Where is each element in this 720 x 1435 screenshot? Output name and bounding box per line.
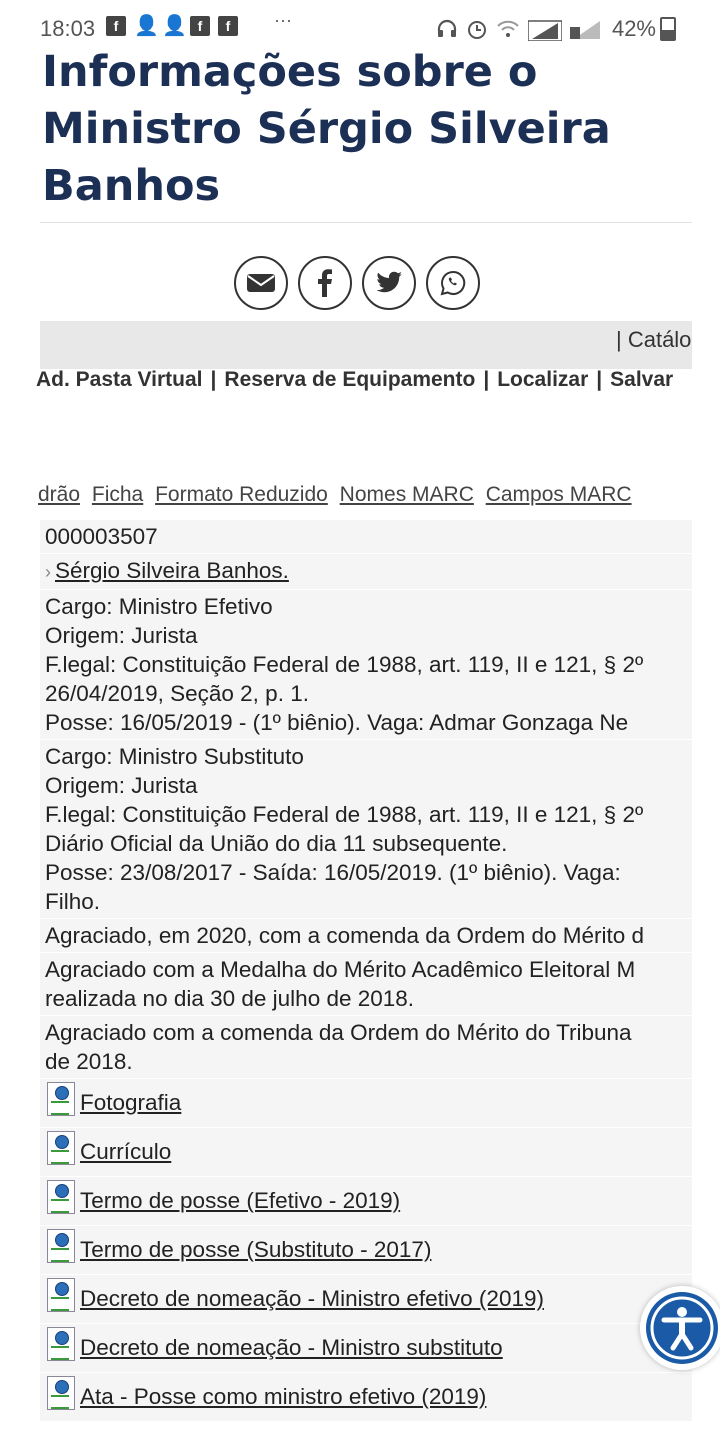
facebook-icon: f <box>106 16 126 36</box>
origem-text: Origem: Jurista <box>45 773 198 798</box>
record-name-row <box>40 554 692 590</box>
document-icon <box>47 1180 75 1214</box>
attachment-row <box>40 1324 692 1373</box>
accessibility-icon <box>646 1292 718 1364</box>
note-text: de 2018. <box>45 1049 133 1074</box>
note-row <box>40 919 692 953</box>
attachment-link-decreto-substituto[interactable]: Decreto de nomeação - Ministro substituto <box>80 1335 503 1360</box>
wifi-icon <box>496 18 520 40</box>
attachment-row <box>40 1079 692 1128</box>
cargo-text: Cargo: Ministro Substituto <box>45 744 304 769</box>
chevron-right-icon: › <box>45 562 51 582</box>
note-text: realizada no dia 30 de julho de 2018. <box>45 986 415 1011</box>
email-icon <box>247 272 275 294</box>
record-table <box>40 520 692 1422</box>
record-id: 000003507 <box>45 524 158 549</box>
attachment-row <box>40 1373 692 1422</box>
headset-icon <box>436 18 458 40</box>
name-link[interactable]: Sérgio Silveira Banhos. <box>55 558 289 583</box>
attachment-link-decreto-efetivo[interactable]: Decreto de nomeação - Ministro efetivo (2019) <box>80 1286 544 1311</box>
menu-separator: | <box>483 368 490 391</box>
person-add-icon: 👤 <box>134 15 159 37</box>
status-right-icons <box>436 16 656 42</box>
twitter-share-button[interactable] <box>362 256 416 310</box>
document-icon <box>47 1278 75 1312</box>
menu-item-pasta-virtual[interactable]: Ad. Pasta Virtual <box>36 368 203 391</box>
menu-separator: | <box>210 368 217 391</box>
alarm-icon <box>466 18 488 40</box>
tab-nomes-marc[interactable]: Nomes MARC <box>339 483 474 506</box>
dou-text: 26/04/2019, Seção 2, p. 1. <box>45 681 309 706</box>
flegal-text: F.legal: Constituição Federal de 1988, art. 119, II e 121, § 2º <box>45 802 644 827</box>
whatsapp-share-button[interactable] <box>426 256 480 310</box>
battery-percent: 42% <box>611 16 656 41</box>
menu-item-reserva-equipamento[interactable]: Reserva de Equipamento <box>224 368 476 391</box>
attachment-row <box>40 1275 692 1324</box>
tab-ficha[interactable]: Ficha <box>91 483 144 506</box>
document-icon <box>47 1082 75 1116</box>
attachment-link-fotografia[interactable]: Fotografia <box>80 1090 182 1115</box>
document-icon <box>47 1327 75 1361</box>
status-time: 18:03 <box>40 16 96 41</box>
format-tabs <box>38 483 692 507</box>
attachment-link-ata-posse[interactable]: Ata - Posse como ministro efetivo (2019) <box>80 1384 487 1409</box>
attachment-row <box>40 1177 692 1226</box>
catalog-bar <box>40 321 692 369</box>
attachment-link-termo-substituto[interactable]: Termo de posse (Substituto - 2017) <box>80 1237 432 1262</box>
signal-icon <box>570 17 604 41</box>
note-row <box>40 1016 692 1079</box>
posse-text: Posse: 16/05/2019 - (1º biênio). Vaga: Admar Gonzaga Ne <box>45 710 629 735</box>
posse-text: Posse: 23/08/2017 - Saída: 16/05/2019. (1º biênio). Vaga: <box>45 860 621 885</box>
facebook-icon <box>317 269 333 297</box>
document-icon <box>47 1229 75 1263</box>
title-divider <box>40 222 692 223</box>
tab-campos-marc[interactable]: Campos MARC <box>485 483 632 506</box>
accessibility-button[interactable] <box>640 1286 720 1370</box>
origem-text: Origem: Jurista <box>45 623 198 648</box>
dou-text: Diário Oficial da União do dia 11 subsequente. <box>45 831 508 856</box>
posse-text-continued: Filho. <box>45 889 101 914</box>
attachment-row <box>40 1128 692 1177</box>
twitter-icon <box>375 271 403 295</box>
facebook-icon: f <box>218 16 238 36</box>
facebook-share-button[interactable] <box>298 256 352 310</box>
menu-item-salvar[interactable]: Salvar <box>610 368 674 391</box>
tab-padrao[interactable]: drão <box>38 483 81 506</box>
document-icon <box>47 1131 75 1165</box>
menu-separator: | <box>596 368 603 391</box>
share-buttons <box>234 256 480 310</box>
note-text: Agraciado com a comenda da Ordem do Mérito do Tribuna <box>45 1020 632 1045</box>
person-add-icon: 👤 <box>162 15 187 37</box>
flegal-text: F.legal: Constituição Federal de 1988, art. 119, II e 121, § 2º <box>45 652 644 677</box>
top-menu <box>36 368 692 398</box>
substituto-row <box>40 740 692 919</box>
note-row <box>40 953 692 1016</box>
menu-item-localizar[interactable]: Localizar <box>497 368 589 391</box>
whatsapp-icon <box>440 270 466 296</box>
attachment-link-curriculo[interactable]: Currículo <box>80 1139 172 1164</box>
more-notifications-icon: ··· <box>274 10 292 30</box>
tab-formato-reduzido[interactable]: Formato Reduzido <box>155 483 328 506</box>
record-id-row <box>40 520 692 554</box>
catalog-link[interactable]: | Catálo <box>616 327 692 352</box>
signal-icon <box>528 17 562 41</box>
page-title: Informações sobre o Ministro Sérgio Silveira Banhos <box>42 47 611 211</box>
note-text: Agraciado, em 2020, com a comenda da Ordem do Mérito d <box>45 923 645 948</box>
email-share-button[interactable] <box>234 256 288 310</box>
note-text: Agraciado com a Medalha do Mérito Acadêmico Eleitoral M <box>45 957 636 982</box>
accessibility-button-inner <box>646 1292 718 1364</box>
attachment-row <box>40 1226 692 1275</box>
cargo-text: Cargo: Ministro Efetivo <box>45 594 273 619</box>
document-icon <box>47 1376 75 1410</box>
efetivo-row <box>40 590 692 740</box>
facebook-icon: f <box>190 16 210 36</box>
notification-icons <box>106 16 238 36</box>
attachment-link-termo-efetivo[interactable]: Termo de posse (Efetivo - 2019) <box>80 1188 401 1213</box>
battery-icon <box>660 17 676 41</box>
